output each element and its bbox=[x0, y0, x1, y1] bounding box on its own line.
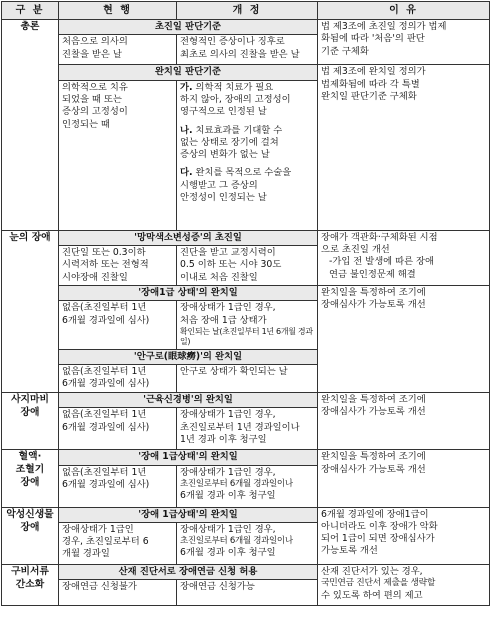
header-reason: 이 유 bbox=[318, 2, 490, 20]
eye-block1-title: '망막색소변성증'의 초진일 bbox=[59, 230, 318, 245]
eye-block2-reason: 완치일을 특정하여 조기에 장애심사가 가능토록 개선 bbox=[318, 285, 490, 392]
docs-current: 장애연금 신청불가 bbox=[59, 580, 177, 606]
eye-block3-revision: 안구로 상태가 확인되는 날 bbox=[177, 365, 318, 393]
category-limb: 사지마비 장애 bbox=[2, 393, 59, 450]
limb-revision: 장애상태가 1급인 경우, 초진일로부터 1년 경과일이나 1년 경과 이후 청구일 bbox=[177, 408, 318, 450]
comparison-table bbox=[1, 1, 490, 606]
eye-block1-current: 진단일 또는 0.3이하 시력저하 또는 전형적 시야장애 진찰일 bbox=[59, 245, 177, 285]
category-eye: 눈의 장애 bbox=[2, 230, 59, 392]
eye-block3-title: '안구로(眼球癆)'의 완치일 bbox=[59, 349, 318, 364]
limb-title: '근육신경병'의 완치일 bbox=[59, 393, 318, 408]
category-blood: 혈액· 조혈기 장애 bbox=[2, 450, 59, 507]
general-initial-revision: 전형적인 증상이나 징후로 최초로 의사의 진찰을 받은 날 bbox=[177, 35, 318, 65]
category-general: 총론 bbox=[2, 20, 59, 231]
blood-revision: 장애상태가 1급인 경우, 초진일로부터 6개월 경과일이나 6개월 경과 이후 청구일 bbox=[177, 465, 318, 507]
blood-title: '장애 1급상태'의 완치일 bbox=[59, 450, 318, 465]
tumor-title: '장애 1급상태'의 완치일 bbox=[59, 507, 318, 522]
docs-reason: 산재 진단서가 있는 경우, 국민연금 진단서 제출을 생략할 수 있도록 하여 편의 제고 bbox=[318, 564, 490, 605]
revision-item-na: 나. 치료효과를 기대할 수 없는 상태로 장기에 걸쳐 증상의 변화가 없는 날 bbox=[180, 124, 283, 161]
category-tumor: 악성신생물 장애 bbox=[2, 507, 59, 564]
revision-item-da: 다. 완치를 목적으로 수술을 시행받고 그 증상의 안정성이 인정되는 날 bbox=[180, 167, 292, 203]
docs-revision: 장애연금 신청가능 bbox=[177, 580, 318, 606]
blood-current: 없음(초진일부터 1년 6개월 경과일에 심사) bbox=[59, 465, 177, 507]
limb-current: 없음(초진일부터 1년 6개월 경과일에 심사) bbox=[59, 408, 177, 450]
category-docs: 구비서류 간소화 bbox=[2, 564, 59, 605]
general-complete-current: 의학적으로 치유 되었을 때 또는 증상의 고정성이 인정되는 때 bbox=[59, 80, 177, 230]
header-current: 현 행 bbox=[59, 2, 177, 20]
eye-block2-revision: 장애상태가 1급인 경우, 처음 장애 1급 상태가 확인되는 날(초진일부터 1년 6개월 경과일) bbox=[177, 301, 318, 350]
eye-block1-reason: 장애가 객관화·구체화된 시점 으로 초진일 개선 -가입 전 발생에 따른 장애 연금 불인정문제 해결 bbox=[318, 230, 490, 285]
tumor-revision: 장애상태가 1급인 경우, 초진일로부터 6개월 경과일이나 6개월 경과 이후 청구일 bbox=[177, 522, 318, 564]
tumor-reason: 6개월 경과일에 장애1급이 아니더라도 이후 장애가 악화 되어 1급이 되면 장애심사가 가능토록 개선 bbox=[318, 507, 490, 564]
eye-block2-current: 없음(초진일부터 1년 6개월 경과일에 심사) bbox=[59, 301, 177, 350]
blood-reason: 완치일을 특정하여 조기에 장애심사가 가능토록 개선 bbox=[318, 450, 490, 507]
header-row bbox=[2, 2, 490, 20]
header-category: 구 분 bbox=[2, 2, 59, 20]
general-initial-reason: 법 제3조에 초진일 정의가 법제 화됨에 따라 '처음'의 판단 기준 구체화 bbox=[318, 20, 490, 65]
general-complete-reason: 법 제3조에 완치일 정의가 법제화됨에 따라 각 특별 완치일 판단기준 구체화 bbox=[318, 65, 490, 230]
general-initial-title: 초진일 판단기준 bbox=[59, 20, 318, 35]
general-complete-revision bbox=[177, 80, 318, 230]
header-revision: 개 정 bbox=[177, 2, 318, 20]
eye-block2-title: '장애1급 상태'의 완치일 bbox=[59, 285, 318, 300]
general-complete-title: 완치일 판단기준 bbox=[59, 65, 318, 80]
tumor-current: 장애상태가 1급인 경우, 초진일로부터 6 개월 경과일 bbox=[59, 522, 177, 564]
eye-block3-current: 없음(초진일부터 1년 6개월 경과일에 심사) bbox=[59, 365, 177, 393]
revision-item-ga: 가. 의학적 치료가 필요 하지 않아, 장애의 고정성이 영구적으로 인정된 날 bbox=[180, 81, 291, 118]
eye-block1-revision: 진단을 받고 교정시력이 0.5 이하 또는 시야 30도 이내로 처음 진찰일 bbox=[177, 245, 318, 285]
docs-title: 산재 진단서로 장애연금 신청 허용 bbox=[59, 564, 318, 579]
limb-reason: 완치일을 특정하여 조기에 장애심사가 가능토록 개선 bbox=[318, 393, 490, 450]
general-initial-current: 처음으로 의사의 진찰을 받은 날 bbox=[59, 35, 177, 65]
